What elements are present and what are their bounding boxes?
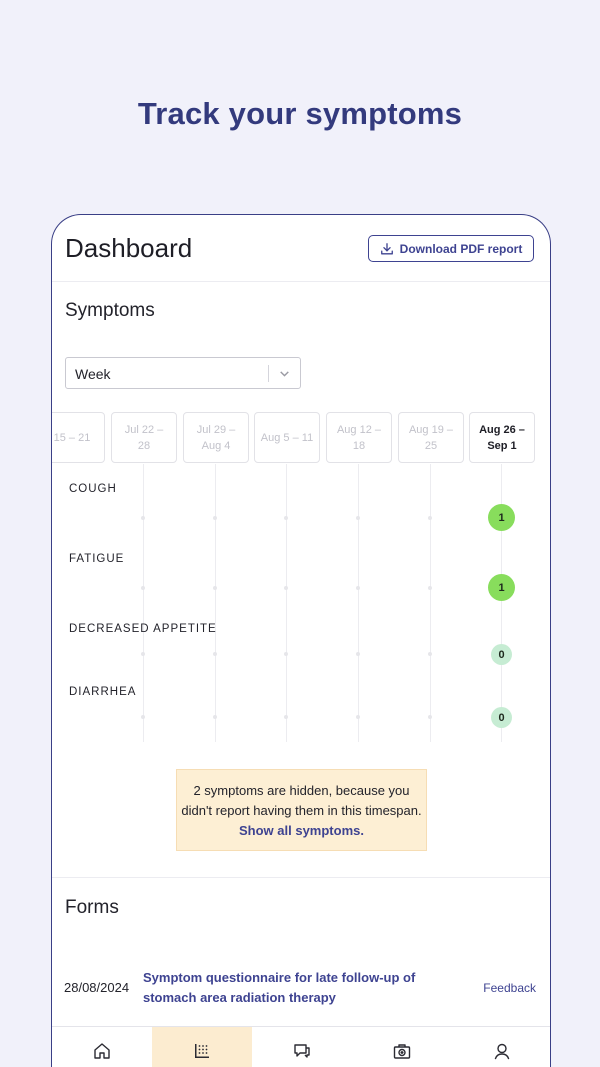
no-data-dot [356, 586, 360, 590]
symptom-score-diarrhea[interactable]: 0 [491, 707, 512, 728]
no-data-dot [284, 715, 288, 719]
symptom-label-diarrhea: DIARRHEA [69, 686, 137, 698]
form-link[interactable]: Symptom questionnaire for late follow-up of stomach area radiation therapy [143, 970, 416, 1005]
week-selector [52, 412, 551, 464]
week-chip[interactable]: Aug 12 – 18 [326, 412, 392, 463]
week-gridline [215, 464, 216, 742]
forms-title: Forms [65, 897, 119, 918]
profile-icon [492, 1041, 512, 1061]
no-data-dot [284, 586, 288, 590]
no-data-dot [428, 516, 432, 520]
download-icon [380, 242, 394, 256]
nav-dashboard[interactable] [152, 1027, 252, 1067]
no-data-dot [428, 715, 432, 719]
form-date: 28/08/2024 [64, 980, 130, 995]
hidden-symptoms-notice [176, 769, 427, 851]
no-data-dot [213, 516, 217, 520]
no-data-dot [356, 715, 360, 719]
medical-kit-icon [392, 1041, 412, 1061]
symptom-score-decreased-appetite[interactable]: 0 [491, 644, 512, 665]
week-chip[interactable]: Jul 22 – 28 [111, 412, 177, 463]
week-gridline [286, 464, 287, 742]
no-data-dot [356, 516, 360, 520]
week-gridline [358, 464, 359, 742]
nav-messages[interactable] [252, 1027, 352, 1067]
week-gridline [143, 464, 144, 742]
download-pdf-button[interactable] [368, 235, 534, 262]
select-separator [268, 365, 269, 382]
chevron-down-icon [278, 367, 291, 380]
no-data-dot [141, 715, 145, 719]
app-screen [51, 214, 551, 1067]
week-chip[interactable]: Jul 29 – Aug 4 [183, 412, 249, 463]
no-data-dot [141, 516, 145, 520]
download-pdf-label: Download PDF report [399, 241, 523, 256]
no-data-dot [284, 516, 288, 520]
home-icon [92, 1041, 112, 1061]
no-data-dot [428, 652, 432, 656]
bottom-nav [52, 1026, 551, 1067]
messages-icon [292, 1041, 312, 1061]
symptom-label-decreased-appetite: DECREASED APPETITE [69, 623, 217, 635]
symptom-label-fatigue: FATIGUE [69, 553, 125, 565]
nav-profile[interactable] [452, 1027, 551, 1067]
period-select[interactable] [65, 357, 301, 389]
symptom-score-cough[interactable]: 1 [488, 504, 515, 531]
no-data-dot [428, 586, 432, 590]
no-data-dot [356, 652, 360, 656]
period-select-value: Week [75, 366, 111, 382]
feedback-link[interactable]: Feedback [483, 981, 536, 995]
headline: Track your symptoms [137, 96, 463, 131]
no-data-dot [213, 652, 217, 656]
no-data-dot [213, 586, 217, 590]
no-data-dot [284, 652, 288, 656]
symptom-score-fatigue[interactable]: 1 [488, 574, 515, 601]
dashboard-header [52, 215, 550, 282]
nav-medical[interactable] [352, 1027, 452, 1067]
symptoms-title: Symptoms [65, 300, 155, 321]
no-data-dot [213, 715, 217, 719]
section-divider [52, 877, 551, 878]
dashboard-icon [192, 1041, 212, 1061]
show-all-symptoms-link[interactable]: Show all symptoms. [239, 823, 364, 838]
no-data-dot [141, 652, 145, 656]
symptom-label-cough: COUGH [69, 483, 117, 495]
week-chip[interactable]: Aug 19 – 25 [398, 412, 464, 463]
week-chip-active[interactable]: Aug 26 – Sep 1 [469, 412, 535, 463]
week-chip[interactable]: Aug 5 – 11 [254, 412, 320, 463]
week-chip[interactable]: 15 – 21 [52, 412, 105, 463]
week-gridline [430, 464, 431, 742]
nav-home[interactable] [52, 1027, 152, 1067]
no-data-dot [141, 586, 145, 590]
page-title: Dashboard [65, 233, 193, 263]
hidden-symptoms-text: 2 symptoms are hidden, because you didn't report having them in this timespan. [181, 783, 422, 818]
